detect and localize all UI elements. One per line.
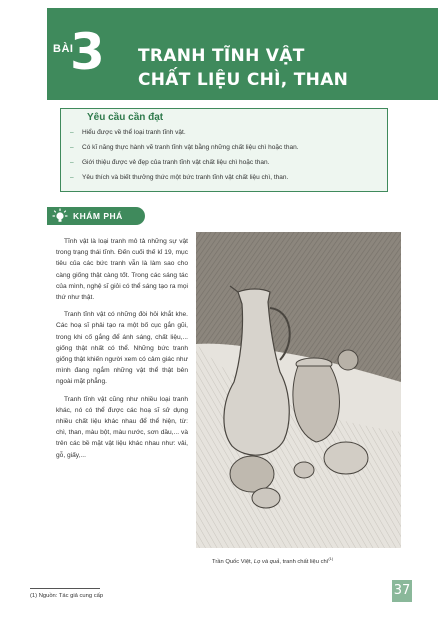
body-paragraph: Tĩnh vật là loại tranh mô tả những sự vật trong trạng thái tĩnh. Đến cuối thế kỉ 19, mục tiêu của các bức tranh vẫn là làm sao cho càng giống thật càng tốt. Trong các sáng tác của mình, nghệ sĩ giỏi có thể sáng tạo ra mọi thứ như thật. <box>56 238 188 302</box>
requirement-item: – Có kĩ năng thực hành vẽ tranh tĩnh vật bằng những chất liệu chì hoặc than. <box>70 144 299 151</box>
page-number: 37 <box>392 580 412 602</box>
requirements-list <box>70 125 299 185</box>
body-paragraph: Tranh tĩnh vật có những đòi hỏi khắt khe. Các hoạ sĩ phải tạo ra một bố cục gắn gũi, trong khi cố gắng để ánh sáng, chất liệu,... giống thật nhất có thể. Những bức tranh giống thật khiến người xem có cảm giác như mình đang ngắm những vật thể thật bên ngoài mặt phẳng. <box>56 311 188 386</box>
lesson-title-line1: TRANH TĨNH VẬT <box>138 46 305 66</box>
still-life-drawing <box>196 232 401 548</box>
figure-caption: Trần Quốc Việt, Lọ và quả, tranh chất liệu chì$^{(1)}$ <box>212 556 334 565</box>
requirement-item: – Hiểu được về thể loại tranh tĩnh vật. <box>70 129 186 136</box>
footnote: (1) Nguồn: Tác giả cung cấp <box>30 593 104 599</box>
lesson-title-line2: CHẤT LIỆU CHÌ, THAN <box>138 70 349 90</box>
explore-label: KHÁM PHÁ <box>73 211 123 221</box>
footnote-rule <box>30 588 100 589</box>
requirement-item: – Yêu thích và biết thưởng thức một bức tranh tĩnh vật chất liệu chì, than. <box>70 174 289 181</box>
lightbulb-icon <box>52 208 68 224</box>
body-text-column <box>56 236 188 467</box>
body-paragraph: Tranh tĩnh vật cũng như nhiều loại tranh khác, nó có thể được các hoạ sĩ sử dụng nhiều chất liệu khác nhau để thể hiện, từ: chì, than, màu bột, màu nước, sơn dầu,... và trên các bề mặt vật liệu khác nhau như: vải, gỗ, giấy,... <box>56 395 188 459</box>
lesson-word: BÀI <box>53 43 74 55</box>
lesson-number: 3 <box>70 23 105 81</box>
requirement-item: – Giới thiệu được vẻ đẹp của tranh tĩnh vật chất liệu chì hoặc than. <box>70 159 270 166</box>
requirements-title: Yêu cầu cần đạt <box>87 112 164 123</box>
